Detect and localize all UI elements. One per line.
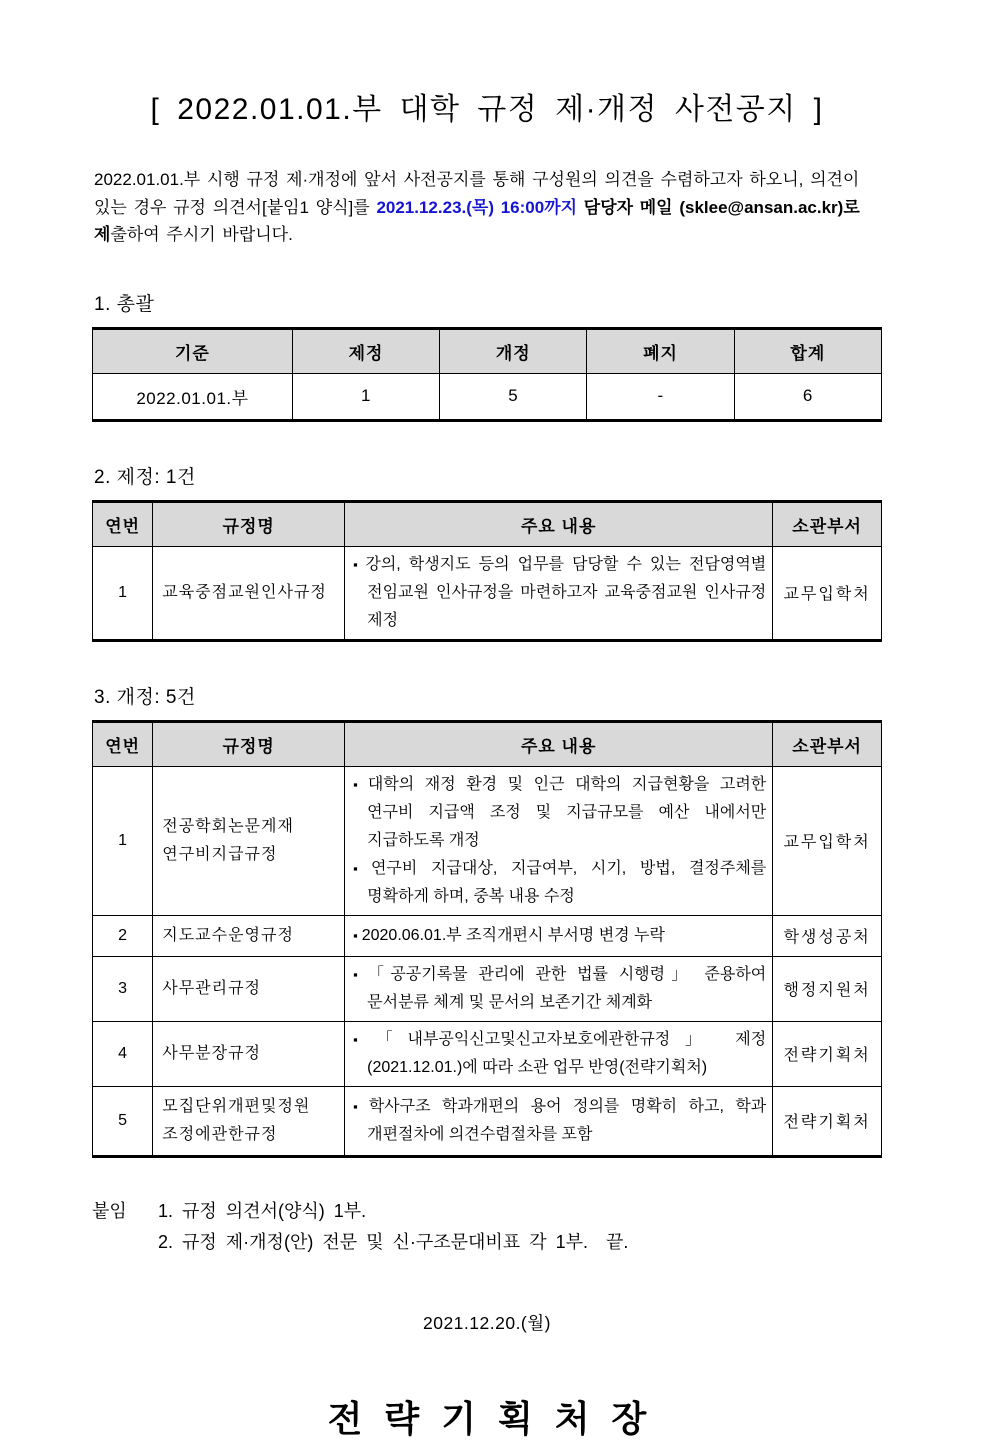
- summary-cell: 2022.01.01.부: [93, 373, 293, 420]
- summary-cell: 6: [734, 373, 881, 420]
- summary-cell: 1: [292, 373, 439, 420]
- row-number-cell: 1: [93, 766, 153, 915]
- page-title: [ 2022.01.01.부 대학 규정 제·개정 사전공지 ]: [150, 93, 824, 126]
- intro-segment: 출하여 주시기 바랍니다.: [110, 225, 293, 244]
- table-header: [93, 501, 882, 546]
- content-cell: [345, 915, 773, 956]
- column-header-cell: 개정: [440, 328, 587, 373]
- column-header-cell: 연번: [93, 721, 153, 766]
- bullet-item: [353, 771, 766, 855]
- content-cell: [345, 956, 773, 1021]
- bullet-item: [353, 551, 766, 635]
- bullet-item: [353, 922, 766, 950]
- summary-table: [92, 327, 882, 422]
- square-bullet-icon: ▪: [353, 860, 367, 876]
- regulation-name-cell: 모집단위개편및정원 조정에관한규정: [153, 1086, 345, 1156]
- regulation-name-cell: 교육중점교원인사규정: [153, 546, 345, 640]
- department-cell: 전략기획처: [773, 1086, 882, 1156]
- amendment-table: [92, 720, 882, 1158]
- column-header-cell: 규정명: [153, 501, 345, 546]
- row-number-cell: 3: [93, 956, 153, 1021]
- bullet-text: 「공공기록물 관리에 관한 법률 시행령」 준용하여 문서분류 체계 및 문서의 보존기간 체계화: [367, 965, 767, 1011]
- department-cell: 교무입학처: [773, 546, 882, 640]
- section-heading-enactment: 2. 제정: 1건: [94, 466, 196, 488]
- summary-cell: -: [587, 373, 734, 420]
- column-header-cell: 제정: [292, 328, 439, 373]
- bullet-item: [353, 1026, 766, 1082]
- content-cell: [345, 1021, 773, 1086]
- table-row: [93, 546, 882, 640]
- content-cell: [345, 1086, 773, 1156]
- summary-cell: 5: [440, 373, 587, 420]
- column-header-cell: 연번: [93, 501, 153, 546]
- bullet-text: 대학의 재정 환경 및 인근 대학의 지급현황을 고려한 연구비 지급액 조정 및 지급규모를 예산 내에서만 지급하도록 개정: [367, 775, 767, 849]
- column-header-cell: 소관부서: [773, 501, 882, 546]
- square-bullet-icon: ▪: [353, 966, 365, 982]
- attachment-item: 1. 규정 의견서(양식) 1부.: [158, 1200, 367, 1221]
- square-bullet-icon: ▪: [353, 1098, 365, 1114]
- attachment-item: 2. 규정 제·개정(안) 전문 및 신·구조문대비표 각 1부. 끝.: [158, 1231, 629, 1252]
- document-date: 2021.12.20.(월): [422, 1312, 551, 1333]
- intro-segment: 2022.01.01.부 시행 규정 제·개정에 앞서 사전공지를 통해 구성원의 의견을 수렴하고자 하오니, 의견이 있는 경우 규정 의견서[붙임1 양식]를: [94, 170, 860, 217]
- bullet-item: [353, 961, 766, 1017]
- column-header-cell: 주요 내용: [345, 501, 773, 546]
- square-bullet-icon: ▪: [353, 1031, 373, 1047]
- section-enactment: [92, 462, 882, 642]
- table-header: [93, 721, 882, 766]
- bullet-text: 연구비 지급대상, 지급여부, 시기, 방법, 결정주체를 명확하게 하며, 중복 내용 수정: [367, 859, 767, 905]
- bullet-item: [353, 855, 766, 911]
- section-heading-amendment: 3. 개정: 5건: [94, 686, 196, 708]
- table-header-row: [93, 501, 882, 546]
- section-amendment: [92, 682, 882, 1158]
- table-row: [93, 766, 882, 915]
- table-header-row: [93, 328, 882, 373]
- column-header-cell: 합계: [734, 328, 881, 373]
- table-row: [93, 1021, 882, 1086]
- enactment-table: [92, 500, 882, 642]
- intro-paragraph: [94, 166, 882, 249]
- row-number-cell: 5: [93, 1086, 153, 1156]
- content-cell: [345, 546, 773, 640]
- row-number-cell: 1: [93, 546, 153, 640]
- table-row: [93, 1086, 882, 1156]
- square-bullet-icon: ▪: [353, 556, 362, 572]
- attachments-items: [158, 1196, 628, 1258]
- department-cell: 교무입학처: [773, 766, 882, 915]
- regulation-name-cell: 사무관리규정: [153, 956, 345, 1021]
- regulation-name-cell: 전공학회논문게재 연구비지급규정: [153, 766, 345, 915]
- square-bullet-icon: ▪: [353, 927, 358, 943]
- department-cell: 학생성공처: [773, 915, 882, 956]
- bullet-text: 「내부공익신고및신고자보호에관한규정」 제정 (2021.12.01.)에 따라 소관 업무 반영(전략기획처): [367, 1030, 767, 1076]
- table-header-row: [93, 721, 882, 766]
- department-cell: 전략기획처: [773, 1021, 882, 1086]
- attachments-block: [92, 1196, 882, 1258]
- square-bullet-icon: ▪: [353, 776, 364, 792]
- table-row: [93, 956, 882, 1021]
- section-summary: [92, 289, 882, 422]
- content-cell: [345, 766, 773, 915]
- signature-title: 전 략 기 획 처 장: [327, 1397, 653, 1439]
- bullet-text: 강의, 학생지도 등의 업무를 담당할 수 있는 전담영역별 전임교원 인사규정을 마련하고자 교육중점교원 인사규정 제정: [365, 555, 767, 629]
- column-header-cell: 주요 내용: [345, 721, 773, 766]
- column-header-cell: 폐지: [587, 328, 734, 373]
- regulation-name-cell: 지도교수운영규정: [153, 915, 345, 956]
- table-row: [93, 915, 882, 956]
- column-header-cell: 소관부서: [773, 721, 882, 766]
- row-number-cell: 2: [93, 915, 153, 956]
- table-row: [93, 373, 882, 420]
- table-body: [93, 546, 882, 640]
- bullet-text: 2020.06.01.부 조직개편시 부서명 변경 누락: [361, 926, 665, 944]
- row-number-cell: 4: [93, 1021, 153, 1086]
- intro-segment: 담당자 메일 (sklee@ansan.ac.kr)로 제: [94, 197, 860, 244]
- bullet-item: [353, 1093, 766, 1149]
- table-body: [93, 373, 882, 420]
- department-cell: 행정지원처: [773, 956, 882, 1021]
- bullet-text: 학사구조 학과개편의 용어 정의를 명확히 하고, 학과 개편절차에 의견수렴절차를 포함: [367, 1097, 767, 1143]
- intro-segment: 2021.12.23.(목) 16:00까지: [376, 197, 578, 217]
- regulation-name-cell: 사무분장규정: [153, 1021, 345, 1086]
- attachments-label: 붙임: [92, 1200, 127, 1221]
- column-header-cell: 기준: [93, 328, 293, 373]
- table-body: [93, 766, 882, 1156]
- column-header-cell: 규정명: [153, 721, 345, 766]
- section-heading-summary: 1. 총괄: [94, 293, 155, 315]
- table-header: [93, 328, 882, 373]
